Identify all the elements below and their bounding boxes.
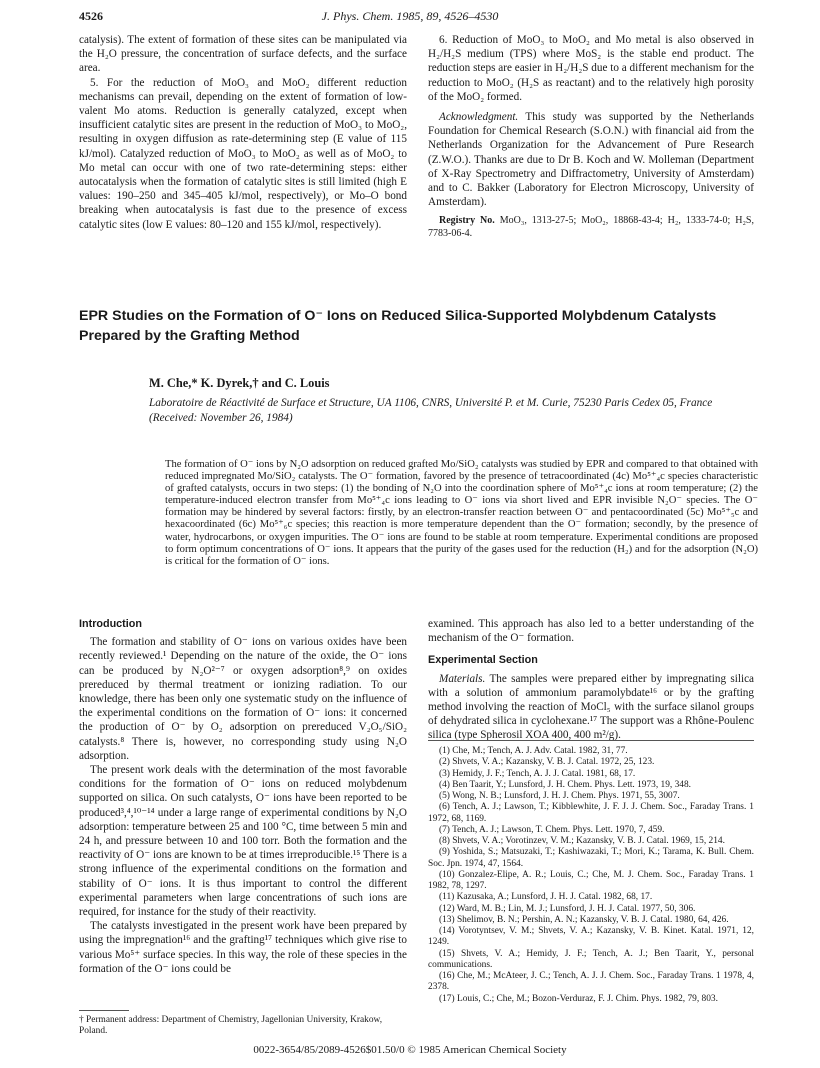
footnote-rule — [79, 1010, 129, 1011]
reference-item: (8) Shvets, V. A.; Vorotinzev, V. M.; Kazansky, V. B. J. Catal. 1969, 15, 214. — [439, 836, 725, 846]
registry-label: Registry No. — [439, 215, 495, 227]
references-divider — [428, 740, 754, 741]
section-heading-experimental: Experimental Section — [428, 654, 538, 667]
materials-paragraph — [428, 672, 754, 743]
materials-label: Materials. — [439, 672, 486, 685]
page-footer: 0022-3654/85/2089-4526$01.50/0 © 1985 American Chemical Society — [253, 1044, 567, 1056]
references-list — [428, 746, 754, 1005]
reference-item: (6) Tench, A. J.; Lawson, T.; Kibblewhite, J. F. J. J. Chem. Soc., Faraday Trans. 1 1972, 68, 1169. — [428, 802, 754, 824]
reference-item: (14) Vorotyntsev, V. M.; Shvets, V. A.; Kazansky, V. B. Kinet. Katal. 1971, 12, 1249. — [428, 926, 754, 948]
reference-item: (9) Yoshida, S.; Matsuzaki, T.; Kashiwazaki, T.; Mori, K.; Tarama, K. Bull. Chem. Soc. Jpn. 1974, 47, 1564. — [428, 847, 754, 869]
article-left-column — [79, 617, 407, 976]
paragraph: 5. For the reduction of MoO₃ and MoO₂ different reduction mechanisms can prevail, depending on the extent of formation of low-valent Mo atoms. Reduction is generally catalyzed, except when insufficient catalytic sites are present in the reduction of MoO₃ to MoO₂, resulting in oxygen diffusion as rate-determining step (E value of 115 kJ/mol). Catalyzed reduction of MoO₃ to MoO₂ as well as of MoO₂ to Mo metal can occur with one of two rate-determining steps: either autocatalysis when the formation of catalytic sites is still limited (high E values: 190–250 and 345–405 kJ/mol, respectively), or Mo–O bond breaking when autocatalysis is fast due to the presence of excess catalytic sites (low E values: 80–120 and 155 kJ/mol, respectively). — [79, 76, 407, 231]
reference-item: (15) Shvets, V. A.; Hemidy, J. F.; Tench, A. J.; Ben Taarit, Y., personal communications. — [428, 948, 754, 970]
reference-item: (3) Hemidy, J. F.; Tench, A. J. J. Catal. 1981, 68, 17. — [439, 768, 636, 779]
acknowledgment-label: Acknowledgment. — [439, 111, 519, 124]
paragraph: The present work deals with the determination of the most favorable conditions for the formation of O⁻ ions on reduced molybdenum supported on silica. On such catalysts, O⁻ ions have been reported to be produced³,⁴,¹⁰⁻¹⁴ under a large range of experimental conditions by N₂O adsorption: temperature between 25 and 100 °C, time between 5 min and 24 h, and pressure between 10 and 100 torr. Both the formation and the reactivity of O⁻ ions are known to be at times irreproducible.¹⁵ There is a strong influence of the experimental conditions on the formation and stability of O⁻ ions. It is thus important to control the different experimental parameters when large concentrations of such ions are required, for instance for the study of their reactivity. — [79, 764, 407, 919]
reference-item: (10) Gonzalez-Elipe, A. R.; Louis, C.; Che, M. J. Chem. Soc., Faraday Trans. 1 1982, 78, 1297. — [428, 869, 754, 891]
acknowledgment — [428, 110, 754, 209]
reference-item: (12) Ward, M. B.; Lin, M. J.; Lunsford, J. H. J. Catal. 1977, 50, 306. — [439, 903, 696, 914]
article-right-column — [428, 617, 754, 743]
page-number: 4526 — [79, 9, 103, 23]
paragraph: 6. Reduction of MoO₃ to MoO₂ and Mo metal is also observed in H₂/H₂S medium (TPS) where MoS₂ is the stable end product. The reduction steps are easier in H₂/H₂S due to a different mechanism for the reduction to MoO₂ (H₂S as reactant) and to the relatively high porosity of the MoO₂ formed. — [428, 34, 754, 103]
running-header: J. Phys. Chem. 1985, 89, 4526–4530 — [321, 9, 499, 23]
reference-item: (13) Shelimov, B. N.; Pershin, A. N.; Kazansky, V. B. J. Catal. 1980, 64, 426. — [439, 914, 729, 925]
article-title: EPR Studies on the Formation of O⁻ Ions on Reduced Silica-Supported Molybdenum Catalysts Prepared by the Grafting Method — [79, 308, 717, 344]
registry-numbers — [428, 215, 754, 240]
paragraph: The catalysts investigated in the present work have been prepared by using the impregnation¹⁶ and the grafting¹⁷ techniques which give rise to various Mo⁵⁺ surface species. In this way, the role of these species in the formation of the O⁻ ions could be — [79, 920, 407, 975]
registry-text: MoO₃, 1313-27-5; MoO₂, 18868-43-4; H₂, 1333-74-0; H₂S, 7783-06-4. — [428, 215, 754, 239]
article-authors: M. Che,* K. Dyrek,† and C. Louis — [149, 376, 330, 390]
paragraph: The formation and stability of O⁻ ions on various oxides have been recently reviewed.¹ Depending on the nature of the oxide, the O⁻ ions can be produced by N₂O²⁻⁷ or oxygen adsorption⁸,⁹ on oxides prereduced by thermal treatment or ionizing radiation. To our knowledge, there has been only one systematic study on the influence of the experimental conditions on the formation of O⁻ ions: it concerned the production of O⁻ by O₂ adsorption on prereduced V₂O₅/SiO₂ catalysts.⁸ There is, however, no corresponding study using N₂O adsorption. — [79, 636, 407, 762]
reference-item: (5) Wong, N. B.; Lunsford, J. H. J. Chem. Phys. 1971, 55, 3007. — [439, 791, 680, 801]
paragraph: examined. This approach has also led to a better understanding of the mechanism of the O⁻ formation. — [428, 618, 754, 645]
reference-item: (11) Kazusaka, A.; Lunsford, J. H. J. Catal. 1982, 68, 17. — [439, 892, 653, 903]
reference-item: (17) Louis, C.; Che, M.; Bozon-Verduraz, F. J. Chim. Phys. 1982, 79, 803. — [439, 993, 718, 1004]
reference-item: (16) Che, M.; McAteer, J. C.; Tench, A. J. J. Chem. Soc., Faraday Trans. 1 1978, 4, 2378. — [428, 971, 754, 993]
article-abstract: The formation of O⁻ ions by N₂O adsorption on reduced grafted Mo/SiO₂ catalysts was studied by EPR and compared to that obtained with reduced impregnated Mo/SiO₂ catalysts. The O⁻ formation, favored by the presence of tetracoordinated (4c) Mo⁵⁺₄c species characteristic of grafted catalysts, occurs in two steps: (1) the bonding of N₂O into the coordination sphere of Mo⁵⁺₄c ions at room temperature; (2) the temperature-induced electron transfer from Mo⁵⁺₄c ions leading to O⁻ ions via short lived and EPR invisible N₂O⁻ species. The O⁻ formation may be hindered by several factors: firstly, by an electron-transfer reaction between O⁻ and pentacoordinated (5c) Mo⁵⁺₅c and hexacoordinated (6c) Mo⁵⁺₆c species; this reaction is more temperature dependent than the O⁻ formation; secondly, by the presence of water, hydrocarbons, or oxygen impurities. The O⁻ ions are found to be stable at room temperature. Experimental conditions are proposed to form optimum concentrations of O⁻ ions. It appears that the purity of the gases used for the reduction (H₂) and for the adsorption (N₂O) is critical for the formation of O⁻ ions. — [165, 459, 758, 567]
acknowledgment-text: This study was supported by the Netherlands Foundation for Chemical Research (S.O.N.) with financial aid from the Netherlands Organization for the Advancement of Pure Research (Z.W.O.). Thanks are due to Dr B. Koch and W. Molleman (Department of X-Ray Spectrometry and Diffractometry, University of Amsterdam) and to C. Bakker (Laboratory for Electron Microscopy, University of Amsterdam). — [428, 111, 754, 209]
paragraph: catalysis). The extent of formation of these sites can be manipulated via the H₂O pressure, the concentration of surface defects, and the surface area. — [79, 34, 407, 75]
article-affiliation: Laboratoire de Réactivité de Surface et Structure, UA 1106, CNRS, Université P. et M. Curie, 75230 Paris Cedex 05, France (Received: November 26, 1984) — [149, 397, 713, 424]
reference-item: (1) Che, M.; Tench, A. J. Adv. Catal. 1982, 31, 77. — [439, 746, 628, 756]
author-footnote: † Permanent address: Department of Chemistry, Jagellonian University, Krakow, Poland. — [79, 1015, 383, 1037]
previous-article-left-column — [79, 33, 407, 232]
materials-text: The samples were prepared either by impregnating silica with a solution of ammonium paramolybdate¹⁶ or by the grafting method involving the reaction of MoCl₅ with the surface silanol groups of dehydrated silica in cyclohexane.¹⁷ The support was a Rhône-Poulenc silica (type Spherosil XOA 400, 400 m²/g). — [428, 672, 754, 742]
previous-article-right-column — [428, 33, 754, 240]
section-heading-introduction: Introduction — [79, 618, 142, 630]
reference-item: (4) Ben Taarit, Y.; Lunsford, J. H. Chem. Phys. Lett. 1973, 19, 348. — [439, 779, 692, 790]
reference-item: (7) Tench, A. J.; Lawson, T. Chem. Phys. Lett. 1970, 7, 459. — [439, 824, 665, 835]
reference-item: (2) Shvets, V. A.; Kazansky, V. B. J. Catal. 1972, 25, 123. — [439, 757, 655, 768]
